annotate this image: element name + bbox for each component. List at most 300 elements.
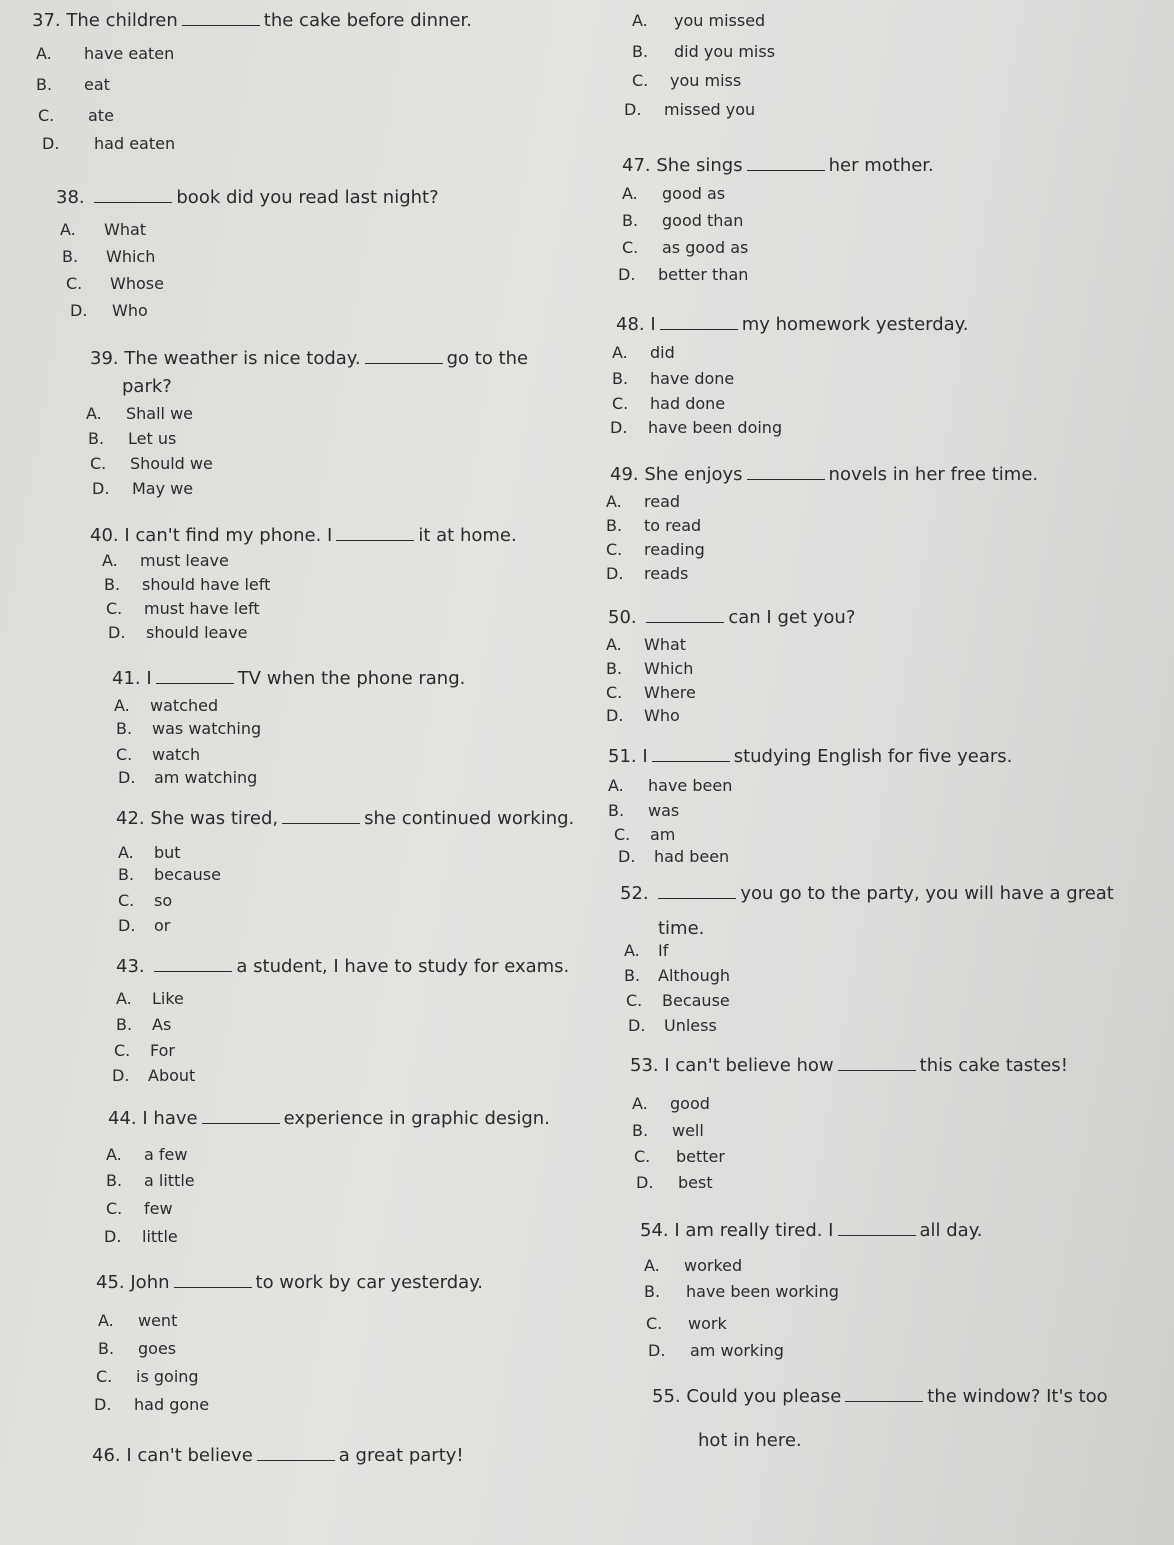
answer-option[interactable]: [622, 183, 726, 205]
answer-option[interactable]: [612, 368, 735, 390]
answer-blank[interactable]: [838, 1221, 916, 1236]
option-text: Shall we: [126, 404, 194, 423]
question-number: 42.: [116, 808, 145, 829]
answer-option[interactable]: [116, 744, 201, 766]
question-number: 54.: [640, 1220, 669, 1241]
option-letter: D.: [42, 134, 60, 153]
option-letter: A.: [622, 184, 638, 203]
question-stem: [630, 1055, 1068, 1077]
option-letter: C.: [114, 1041, 131, 1060]
option-letter: A.: [608, 776, 624, 795]
question-number: 53.: [630, 1055, 659, 1076]
question-number: 46.: [92, 1445, 121, 1466]
answer-option[interactable]: [104, 1226, 178, 1248]
option-letter: C.: [626, 991, 643, 1010]
answer-option[interactable]: [118, 842, 181, 864]
option-letter: B.: [62, 247, 79, 266]
question-number: 43.: [116, 956, 145, 977]
option-letter: A.: [624, 941, 640, 960]
option-letter: A.: [36, 44, 52, 63]
option-text: is going: [136, 1367, 199, 1386]
answer-blank[interactable]: [747, 156, 825, 171]
answer-option[interactable]: [634, 1146, 725, 1168]
answer-option[interactable]: [102, 550, 229, 572]
question-text-before: I can't believe how: [664, 1055, 834, 1076]
option-letter: A.: [632, 1094, 648, 1113]
option-letter: B.: [116, 1015, 133, 1034]
answer-option[interactable]: [608, 775, 733, 797]
answer-option[interactable]: [628, 1015, 717, 1037]
option-letter: D.: [70, 301, 88, 320]
answer-blank[interactable]: [652, 747, 730, 762]
option-text: did you miss: [674, 42, 776, 61]
answer-option[interactable]: [622, 237, 749, 259]
option-text: but: [154, 843, 181, 862]
option-text: best: [678, 1173, 713, 1192]
option-letter: B.: [116, 719, 133, 738]
answer-blank[interactable]: [154, 957, 232, 972]
option-text: May we: [132, 479, 194, 498]
option-letter: D.: [104, 1227, 122, 1246]
option-letter: D.: [108, 623, 126, 642]
answer-option[interactable]: [618, 846, 730, 868]
option-text: Which: [644, 659, 694, 678]
option-text: Where: [644, 683, 696, 702]
option-text: few: [144, 1199, 173, 1218]
option-text: reads: [644, 564, 689, 583]
answer-blank[interactable]: [660, 315, 738, 330]
option-letter: B.: [98, 1339, 115, 1358]
option-text: have been: [648, 776, 733, 795]
question-number: 39.: [90, 348, 119, 369]
question-text-after: the cake before dinner.: [263, 10, 473, 31]
option-letter: B.: [606, 659, 623, 678]
answer-blank[interactable]: [202, 1109, 280, 1124]
option-text: missed you: [664, 100, 756, 119]
answer-option[interactable]: [66, 273, 164, 295]
answer-option[interactable]: [606, 682, 696, 704]
option-letter: C.: [606, 683, 623, 702]
answer-option[interactable]: [636, 1172, 713, 1194]
answer-option[interactable]: [86, 403, 194, 425]
answer-option[interactable]: [648, 1340, 784, 1362]
answer-blank[interactable]: [282, 809, 360, 824]
answer-option[interactable]: [624, 965, 731, 987]
option-letter: C.: [106, 1199, 123, 1218]
option-letter: D.: [648, 1341, 666, 1360]
answer-option[interactable]: [608, 800, 680, 822]
answer-option[interactable]: [606, 705, 680, 727]
option-letter: C.: [614, 825, 631, 844]
option-text: had gone: [134, 1395, 210, 1414]
question-text-before: I can't find my phone. I: [124, 525, 333, 546]
option-text: About: [148, 1066, 196, 1085]
answer-blank[interactable]: [174, 1273, 252, 1288]
option-letter: B.: [88, 429, 105, 448]
answer-blank[interactable]: [365, 349, 443, 364]
question-text-after: can I get you?: [728, 607, 856, 628]
option-letter: B.: [106, 1171, 123, 1190]
question-number: 55.: [652, 1386, 681, 1407]
answer-option[interactable]: [632, 70, 742, 92]
question-continuation: time.: [658, 918, 705, 939]
question-text-after: studying English for five years.: [733, 746, 1013, 767]
option-text: Because: [662, 991, 730, 1010]
question-stem: [116, 808, 574, 830]
answer-option[interactable]: [118, 864, 221, 886]
option-text: eat: [84, 75, 110, 94]
option-letter: B.: [622, 211, 639, 230]
answer-blank[interactable]: [747, 465, 825, 480]
answer-blank[interactable]: [658, 884, 736, 899]
option-text: Let us: [128, 429, 177, 448]
question-stem: [90, 525, 517, 547]
option-letter: C.: [118, 891, 135, 910]
answer-blank[interactable]: [845, 1387, 923, 1402]
question-text-before: I am really tired. I: [674, 1220, 834, 1241]
option-letter: A.: [644, 1256, 660, 1275]
option-letter: D.: [636, 1173, 654, 1192]
answer-option[interactable]: [632, 10, 766, 32]
answer-option[interactable]: [606, 491, 681, 513]
answer-option[interactable]: [614, 824, 676, 846]
answer-option[interactable]: [118, 890, 173, 912]
question-stem: [620, 883, 1114, 905]
question-text-before: Could you please: [686, 1386, 842, 1407]
answer-option[interactable]: [606, 634, 687, 656]
answer-blank[interactable]: [156, 669, 234, 684]
answer-option[interactable]: [624, 940, 669, 962]
question-stem: [608, 746, 1012, 768]
option-letter: C.: [116, 745, 133, 764]
question-text-after: she continued working.: [364, 808, 575, 829]
question-number: 40.: [90, 525, 119, 546]
option-text: had eaten: [94, 134, 176, 153]
question-text-after: her mother.: [828, 155, 934, 176]
answer-option[interactable]: [104, 574, 271, 596]
option-letter: B.: [608, 801, 625, 820]
question-stem: [640, 1220, 983, 1242]
answer-option[interactable]: [114, 695, 219, 717]
option-letter: A.: [102, 551, 118, 570]
option-letter: B.: [104, 575, 121, 594]
answer-option[interactable]: [606, 658, 694, 680]
option-text: did: [650, 343, 675, 362]
question-stem: [622, 155, 934, 177]
option-text: For: [150, 1041, 175, 1060]
option-letter: D.: [92, 479, 110, 498]
option-letter: B.: [624, 966, 641, 985]
option-letter: C.: [66, 274, 83, 293]
answer-option[interactable]: [116, 718, 262, 740]
answer-option[interactable]: [626, 990, 730, 1012]
option-letter: A.: [106, 1145, 122, 1164]
option-text: so: [154, 891, 173, 910]
option-letter: A.: [60, 220, 76, 239]
answer-option[interactable]: [36, 74, 110, 96]
option-letter: B.: [632, 42, 649, 61]
option-text: went: [138, 1311, 178, 1330]
question-text-before: I: [146, 668, 152, 689]
question-text-before: The weather is nice today.: [124, 348, 361, 369]
option-letter: A.: [86, 404, 102, 423]
answer-option[interactable]: [624, 99, 756, 121]
question-text-before: I: [642, 746, 648, 767]
option-text: must leave: [140, 551, 229, 570]
answer-option[interactable]: [606, 563, 689, 585]
option-letter: C.: [38, 106, 55, 125]
answer-option[interactable]: [62, 246, 156, 268]
answer-option[interactable]: [38, 105, 114, 127]
answer-blank[interactable]: [94, 188, 172, 203]
option-text: Like: [152, 989, 184, 1008]
answer-option[interactable]: [106, 1170, 195, 1192]
option-text: well: [672, 1121, 704, 1140]
answer-option[interactable]: [116, 1014, 172, 1036]
answer-blank[interactable]: [182, 11, 260, 26]
answer-option[interactable]: [70, 300, 148, 322]
question-text-after: to work by car yesterday.: [255, 1272, 484, 1293]
question-text-before: I: [650, 314, 656, 335]
question-stem: [616, 314, 969, 336]
answer-blank[interactable]: [336, 526, 414, 541]
option-letter: C.: [646, 1314, 663, 1333]
option-letter: D.: [628, 1016, 646, 1035]
option-text: As: [152, 1015, 172, 1034]
question-stem: [90, 348, 528, 370]
option-letter: D.: [118, 916, 136, 935]
option-text: watched: [150, 696, 219, 715]
answer-option[interactable]: [116, 988, 184, 1010]
question-stem: [116, 956, 569, 978]
option-letter: A.: [98, 1311, 114, 1330]
option-text: Should we: [130, 454, 213, 473]
option-text: work: [688, 1314, 727, 1333]
option-text: If: [658, 941, 669, 960]
answer-option[interactable]: [106, 1144, 188, 1166]
answer-blank[interactable]: [646, 608, 724, 623]
option-text: you miss: [670, 71, 742, 90]
answer-option[interactable]: [618, 264, 749, 286]
option-text: must have left: [144, 599, 260, 618]
answer-option[interactable]: [612, 393, 726, 415]
answer-option[interactable]: [644, 1255, 743, 1277]
question-text-after: a student, I have to study for exams.: [236, 956, 570, 977]
question-text-after: this cake tastes!: [919, 1055, 1068, 1076]
answer-option[interactable]: [610, 417, 783, 439]
question-stem: [610, 464, 1038, 486]
option-letter: D.: [112, 1066, 130, 1085]
answer-option[interactable]: [632, 1093, 710, 1115]
option-text: have been doing: [648, 418, 783, 437]
answer-option[interactable]: [106, 598, 260, 620]
option-letter: B.: [606, 516, 623, 535]
question-text-after: experience in graphic design.: [283, 1108, 550, 1129]
question-number: 41.: [112, 668, 141, 689]
option-text: watch: [152, 745, 201, 764]
option-letter: C.: [612, 394, 629, 413]
option-text: ate: [88, 106, 114, 125]
answer-option[interactable]: [60, 219, 147, 241]
question-number: 49.: [610, 464, 639, 485]
question-stem: [652, 1386, 1108, 1408]
option-text: was watching: [152, 719, 262, 738]
answer-option[interactable]: [88, 428, 177, 450]
option-letter: B.: [632, 1121, 649, 1140]
question-text-after: all day.: [919, 1220, 983, 1241]
option-text: good: [670, 1094, 710, 1113]
answer-option[interactable]: [606, 539, 705, 561]
question-number: 48.: [616, 314, 645, 335]
option-letter: B.: [612, 369, 629, 388]
question-text-before: She was tired,: [150, 808, 279, 829]
answer-option[interactable]: [98, 1310, 178, 1332]
option-text: good than: [662, 211, 744, 230]
question-text-after: a great party!: [338, 1445, 464, 1466]
question-text-before: She sings: [656, 155, 743, 176]
option-text: reading: [644, 540, 705, 559]
answer-option[interactable]: [92, 478, 194, 500]
option-text: What: [644, 635, 687, 654]
question-text-before: She enjoys: [644, 464, 743, 485]
option-text: Who: [644, 706, 680, 725]
option-letter: C.: [90, 454, 107, 473]
option-letter: C.: [632, 71, 649, 90]
option-letter: D.: [606, 706, 624, 725]
question-text-before: I have: [142, 1108, 198, 1129]
option-letter: C.: [606, 540, 623, 559]
option-letter: B.: [644, 1282, 661, 1301]
option-text: a little: [144, 1171, 195, 1190]
question-stem: [56, 187, 439, 209]
question-stem: [92, 1445, 464, 1467]
option-text: because: [154, 865, 221, 884]
question-text-after: the window? It's too: [927, 1386, 1108, 1407]
option-text: am: [650, 825, 676, 844]
option-letter: A.: [118, 843, 134, 862]
answer-option[interactable]: [42, 133, 176, 155]
option-letter: C.: [106, 599, 123, 618]
question-number: 51.: [608, 746, 637, 767]
question-stem: [108, 1108, 550, 1130]
option-text: you missed: [674, 11, 766, 30]
option-letter: A.: [632, 11, 648, 30]
option-letter: C.: [96, 1367, 113, 1386]
option-text: have eaten: [84, 44, 175, 63]
answer-option[interactable]: [622, 210, 744, 232]
answer-option[interactable]: [94, 1394, 210, 1416]
question-text-after: you go to the party, you will have a great: [740, 883, 1114, 904]
option-text: am watching: [154, 768, 258, 787]
question-number: 47.: [622, 155, 651, 176]
answer-blank[interactable]: [257, 1446, 335, 1461]
option-letter: B.: [118, 865, 135, 884]
option-text: a few: [144, 1145, 188, 1164]
option-text: Unless: [664, 1016, 717, 1035]
option-text: better than: [658, 265, 749, 284]
option-text: have been working: [686, 1282, 839, 1301]
option-text: goes: [138, 1339, 177, 1358]
option-letter: C.: [622, 238, 639, 257]
option-text: good as: [662, 184, 726, 203]
answer-option[interactable]: [118, 915, 171, 937]
option-text: was: [648, 801, 680, 820]
answer-option[interactable]: [606, 515, 702, 537]
option-text: or: [154, 916, 171, 935]
option-text: What: [104, 220, 147, 239]
answer-option[interactable]: [36, 43, 175, 65]
question-number: 38.: [56, 187, 85, 208]
answer-blank[interactable]: [838, 1056, 916, 1071]
option-text: had done: [650, 394, 726, 413]
answer-option[interactable]: [114, 1040, 175, 1062]
question-text-after: go to the: [446, 348, 529, 369]
option-letter: D.: [606, 564, 624, 583]
answer-option[interactable]: [644, 1281, 839, 1303]
answer-option[interactable]: [632, 41, 776, 63]
question-stem: [112, 668, 465, 690]
option-text: should leave: [146, 623, 248, 642]
answer-option[interactable]: [118, 767, 258, 789]
option-letter: C.: [634, 1147, 651, 1166]
question-continuation: hot in here.: [698, 1430, 802, 1451]
option-letter: D.: [624, 100, 642, 119]
question-stem: [32, 10, 472, 32]
option-text: Which: [106, 247, 156, 266]
answer-option[interactable]: [96, 1366, 199, 1388]
option-letter: B.: [36, 75, 53, 94]
question-text-after: book did you read last night?: [176, 187, 439, 208]
option-letter: D.: [118, 768, 136, 787]
option-letter: D.: [618, 847, 636, 866]
option-text: have done: [650, 369, 735, 388]
option-text: to read: [644, 516, 702, 535]
answer-option[interactable]: [112, 1065, 196, 1087]
option-text: worked: [684, 1256, 743, 1275]
option-text: read: [644, 492, 681, 511]
option-text: Who: [112, 301, 148, 320]
answer-option[interactable]: [646, 1313, 727, 1335]
question-number: 37.: [32, 10, 61, 31]
question-number: 45.: [96, 1272, 125, 1293]
option-letter: D.: [618, 265, 636, 284]
answer-option[interactable]: [632, 1120, 704, 1142]
option-letter: A.: [606, 635, 622, 654]
question-number: 44.: [108, 1108, 137, 1129]
question-number: 50.: [608, 607, 637, 628]
answer-option[interactable]: [98, 1338, 177, 1360]
question-number: 52.: [620, 883, 649, 904]
question-text-before: I can't believe: [126, 1445, 253, 1466]
option-letter: A.: [612, 343, 628, 362]
answer-option[interactable]: [90, 453, 213, 475]
question-text-before: The children: [66, 10, 178, 31]
question-text-before: John: [130, 1272, 170, 1293]
question-text-after: TV when the phone rang.: [237, 668, 466, 689]
question-text-after: novels in her free time.: [828, 464, 1039, 485]
question-stem: [608, 607, 855, 629]
option-text: Whose: [110, 274, 164, 293]
answer-option[interactable]: [612, 342, 675, 364]
option-letter: D.: [610, 418, 628, 437]
answer-option[interactable]: [108, 622, 248, 644]
option-text: better: [676, 1147, 725, 1166]
answer-option[interactable]: [106, 1198, 173, 1220]
option-text: should have left: [142, 575, 271, 594]
option-letter: A.: [114, 696, 130, 715]
option-text: am working: [690, 1341, 784, 1360]
option-letter: A.: [116, 989, 132, 1008]
